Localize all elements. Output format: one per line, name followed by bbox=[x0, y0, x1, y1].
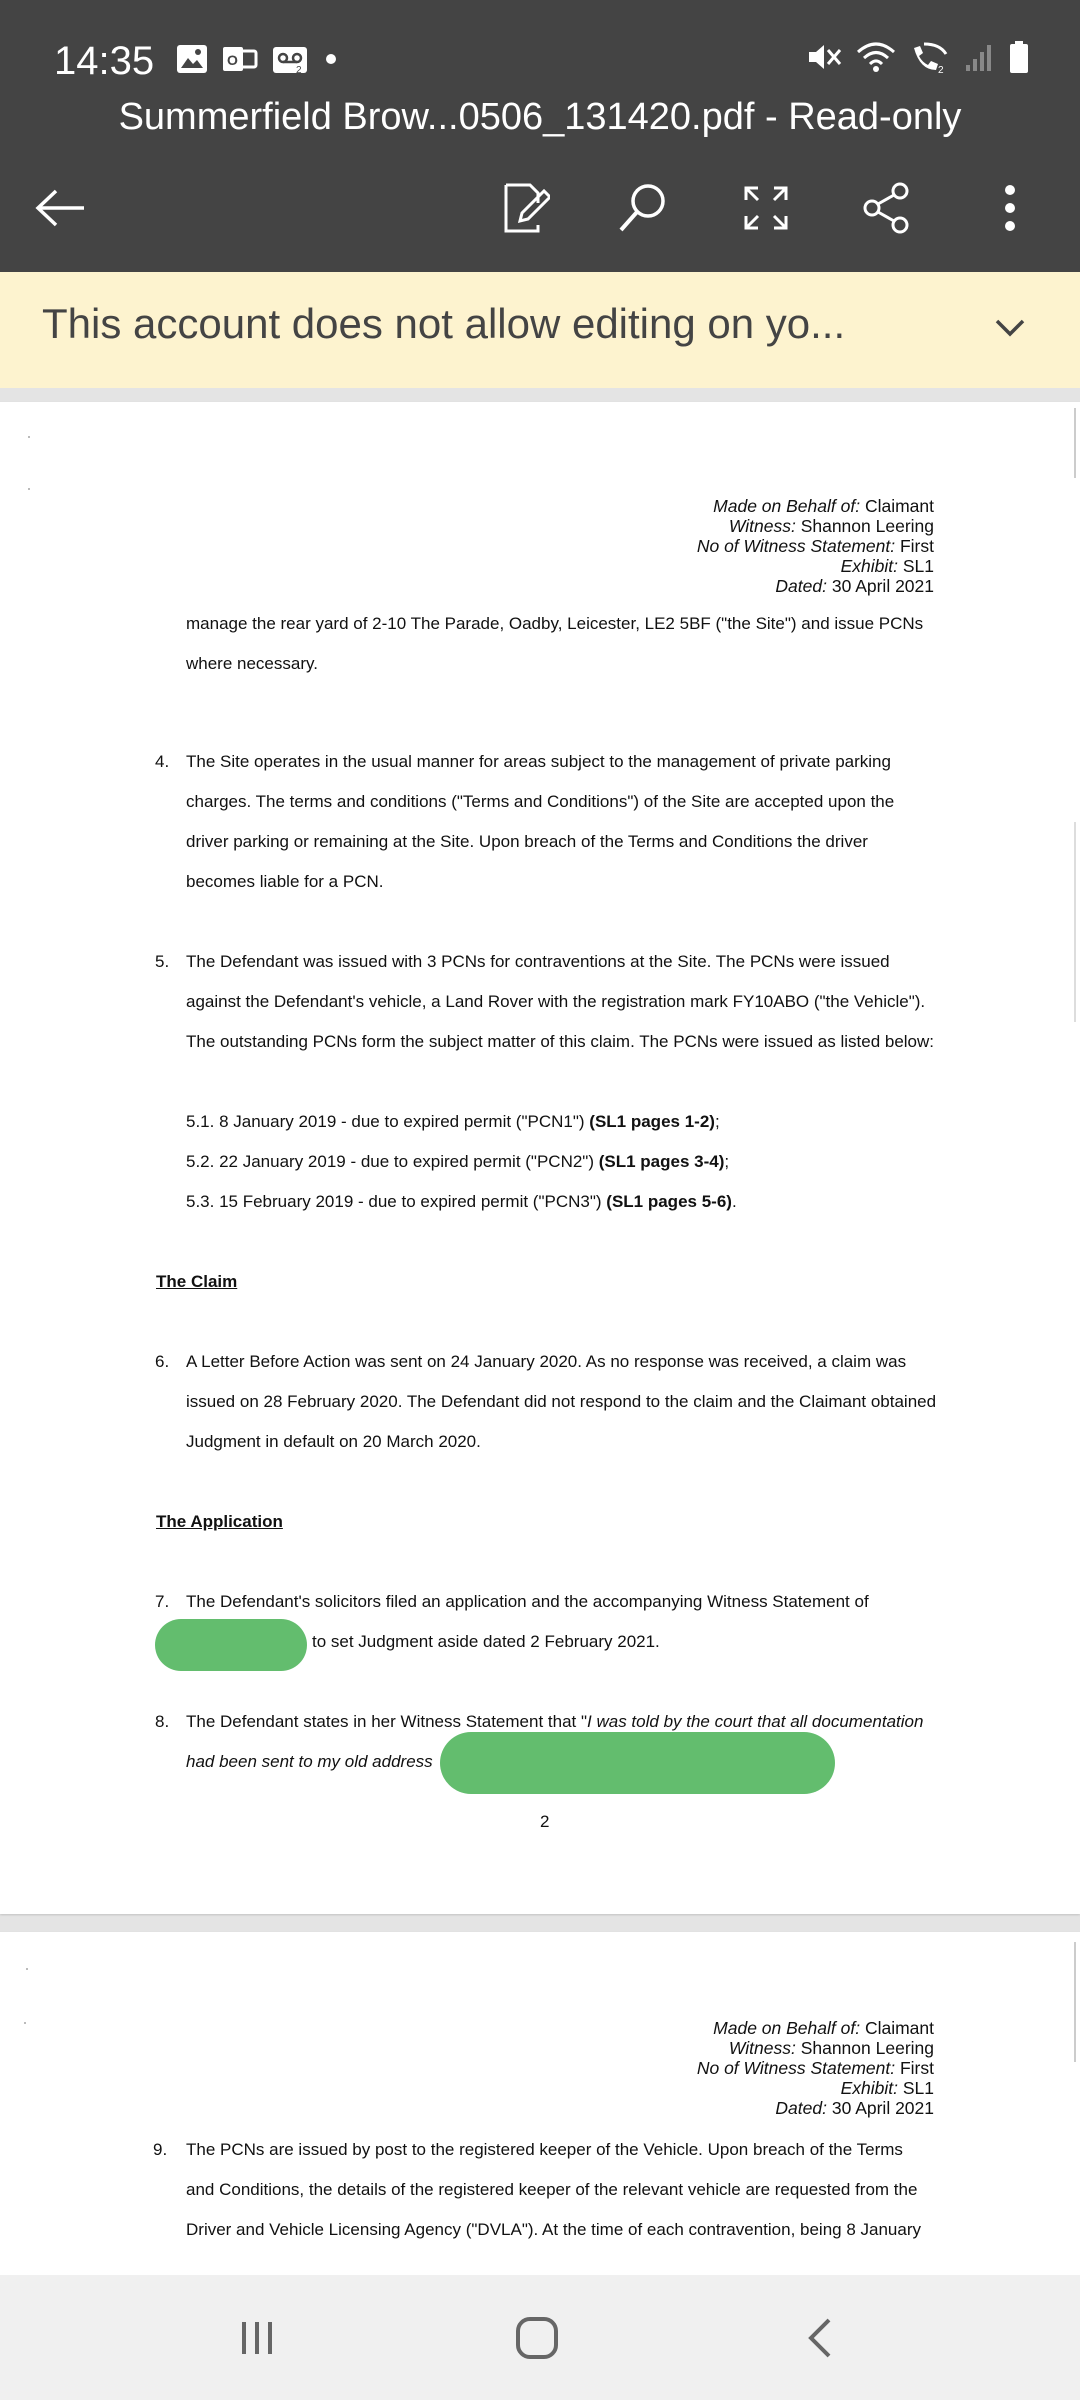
status-time: 14:35 bbox=[54, 38, 155, 83]
paragraph-number: 7. bbox=[155, 1592, 170, 1611]
search-icon bbox=[616, 181, 670, 240]
page-header: Made on Behalf of: Claimant Witness: Shannon Leering No of Witness Statement: First Exhibit: SL1 Dated: 30 April 2021 bbox=[696, 2018, 934, 2118]
recents-button[interactable] bbox=[222, 2305, 292, 2375]
recents-icon bbox=[237, 2318, 277, 2363]
gallery-icon bbox=[176, 44, 208, 79]
paragraph-line: Driver and Vehicle Licensing Agency ("DVLA"). At the time of each contravention, being 8 January bbox=[186, 2220, 921, 2239]
paragraph-number: 4. bbox=[155, 752, 170, 771]
signal-icon bbox=[964, 41, 994, 78]
paragraph-line: Judgment in default on 20 March 2020. bbox=[186, 1432, 481, 1451]
section-heading-claim: The Claim bbox=[156, 1272, 238, 1291]
fullscreen-button[interactable] bbox=[736, 180, 796, 240]
document-title: Summerfield Brow...0506_131420.pdf - Read-only bbox=[118, 96, 962, 138]
status-bar-left bbox=[54, 36, 352, 86]
paragraph-number: 8. bbox=[155, 1712, 170, 1731]
system-back-button[interactable] bbox=[785, 2305, 855, 2375]
redaction-mark bbox=[440, 1732, 835, 1794]
share-button[interactable] bbox=[857, 180, 917, 240]
banner-text: This account does not allow editing on yo... bbox=[42, 300, 846, 347]
paragraph-line: charges. The terms and conditions ("Terms and Conditions") of the Site are accepted upon the bbox=[186, 792, 895, 811]
status-bar-right bbox=[806, 40, 1030, 79]
continued-text-line: where necessary. bbox=[186, 654, 318, 673]
paragraph-line: becomes liable for a PCN. bbox=[186, 872, 384, 891]
battery-icon bbox=[1008, 40, 1030, 79]
wifi-calling-icon bbox=[910, 40, 950, 79]
paragraph-line: The PCNs are issued by post to the registered keeper of the Vehicle. Upon breach of the Terms bbox=[186, 2140, 903, 2159]
continued-text-line: manage the rear yard of 2-10 The Parade, Oadby, Leicester, LE2 5BF ("the Site") and issue PCNs bbox=[186, 614, 924, 633]
outlook-icon bbox=[222, 44, 258, 79]
paragraph-number: 5. bbox=[155, 952, 170, 971]
wifi-icon bbox=[856, 40, 896, 79]
voicemail-icon bbox=[272, 43, 310, 80]
redaction-mark bbox=[155, 1619, 307, 1671]
paragraph-line: The Site operates in the usual manner for areas subject to the management of private parking bbox=[186, 752, 891, 771]
home-button[interactable] bbox=[502, 2305, 572, 2375]
paragraph-number: 6. bbox=[155, 1352, 170, 1371]
banner-expand-button[interactable] bbox=[982, 302, 1038, 358]
paragraph-line: A Letter Before Action was sent on 24 January 2020. As no response was received, a claim was bbox=[186, 1352, 907, 1371]
paragraph-line: had been sent to my old address bbox=[186, 1752, 433, 1771]
paragraph-line: issued on 28 February 2020. The Defendant did not respond to the claim and the Claimant obtained bbox=[186, 1392, 937, 1411]
search-button[interactable] bbox=[613, 180, 673, 240]
home-icon bbox=[514, 2315, 560, 2366]
read-only-banner[interactable] bbox=[0, 272, 1080, 388]
edit-icon bbox=[500, 181, 550, 240]
sub-item-5-1: 5.1. 8 January 2019 - due to expired permit ("PCN1") (SL1 pages 1-2); bbox=[186, 1112, 720, 1131]
paragraph-line: The Defendant was issued with 3 PCNs for contraventions at the Site. The PCNs were issued bbox=[186, 952, 890, 971]
fullscreen-icon bbox=[742, 184, 790, 237]
more-options-button[interactable] bbox=[980, 180, 1040, 240]
pdf-page-2 bbox=[0, 402, 1080, 1914]
page-header: Made on Behalf of: Claimant Witness: Shannon Leering No of Witness Statement: First Exhibit: SL1 Dated: 30 April 2021 bbox=[696, 496, 934, 596]
svg-text:O: O bbox=[227, 51, 238, 68]
svg-text:2: 2 bbox=[938, 65, 944, 74]
paragraph-line: The Defendant's solicitors filed an application and the accompanying Witness Statement of bbox=[186, 1592, 869, 1611]
section-heading-application: The Application bbox=[156, 1512, 283, 1531]
nav-back-icon bbox=[805, 2316, 835, 2365]
pdf-viewer[interactable] bbox=[0, 388, 1080, 2275]
back-arrow-icon bbox=[34, 188, 86, 233]
svg-text:2: 2 bbox=[296, 64, 302, 75]
app-header bbox=[0, 0, 1080, 272]
more-icon bbox=[1002, 183, 1018, 238]
paragraph-line: against the Defendant's vehicle, a Land Rover with the registration mark FY10ABO ("the Vehicle"). bbox=[186, 992, 926, 1011]
paragraph-line: to set Judgment aside dated 2 February 2021. bbox=[312, 1632, 660, 1651]
edit-button[interactable] bbox=[495, 180, 555, 240]
notification-dot-icon bbox=[324, 52, 338, 71]
share-icon bbox=[862, 181, 912, 240]
chevron-down-icon bbox=[994, 318, 1026, 343]
paragraph-line: The Defendant states in her Witness Statement that "I was told by the court that all documentation bbox=[186, 1712, 924, 1731]
paragraph-line: The outstanding PCNs form the subject matter of this claim. The PCNs were issued as listed below: bbox=[186, 1032, 935, 1051]
paragraph-line: and Conditions, the details of the registered keeper of the relevant vehicle are requested from the bbox=[186, 2180, 918, 2199]
sub-item-5-3: 5.3. 15 February 2019 - due to expired permit ("PCN3") (SL1 pages 5-6). bbox=[186, 1192, 737, 1211]
system-navigation-bar bbox=[0, 2275, 1080, 2400]
page-number: 2 bbox=[540, 1812, 550, 1831]
paragraph-line: driver parking or remaining at the Site. Upon breach of the Terms and Conditions the driver bbox=[186, 832, 868, 851]
back-button[interactable] bbox=[30, 180, 90, 240]
paragraph-number: 9. bbox=[153, 2140, 168, 2159]
pdf-page-3 bbox=[0, 1932, 1080, 2275]
mute-icon bbox=[806, 40, 842, 79]
sub-item-5-2: 5.2. 22 January 2019 - due to expired permit ("PCN2") (SL1 pages 3-4); bbox=[186, 1152, 730, 1171]
